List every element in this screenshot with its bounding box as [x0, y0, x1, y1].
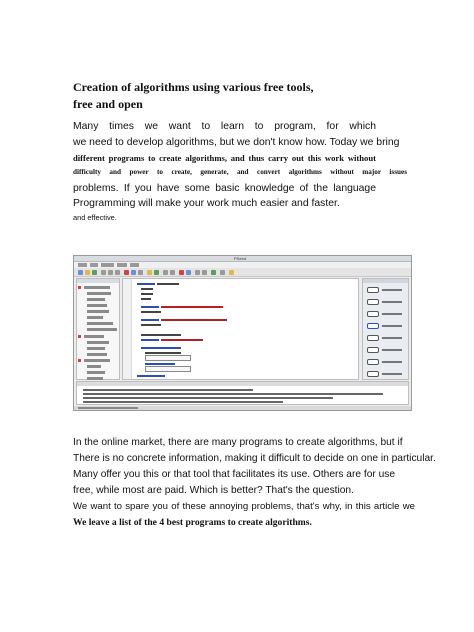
intro-line-7: and effective. — [73, 213, 117, 222]
body-line-6: We leave a list of the 4 best programs to create algorithms. — [73, 517, 312, 528]
screenshot-toolbar — [74, 268, 411, 277]
body-line-1: In the online market, there are many programs to create algorithms, but if — [73, 437, 403, 448]
body-line-3: Many offer you this or that tool that facilitates its use. Others are for use — [73, 469, 396, 480]
screenshot-statusbar — [74, 406, 411, 410]
body-line-5: We want to spare you of these annoying problems, that's why, in this article we — [73, 501, 415, 512]
intro-line-4-wrap — [73, 168, 407, 176]
screenshot-window-title: PSeInt — [234, 256, 247, 261]
screenshot-command-panel — [76, 278, 120, 380]
intro-line-2: we need to develop algorithms, but we don't know how. Today we bring — [73, 137, 400, 148]
app-screenshot — [73, 255, 412, 411]
body-line-2: There is no concrete information, making it difficult to decide on one in particular. — [73, 453, 436, 464]
intro-line-6: Programming will make your work much easier and faster. — [73, 198, 340, 209]
document-title-line-1: Creation of algorithms using various free tools, — [73, 80, 314, 94]
body-line-4: free, while most are paid. Which is better? That's the question. — [73, 485, 354, 496]
screenshot-help-panel — [76, 381, 409, 405]
intro-line-3: different programs to create algorithms, and thus carry out this work without — [73, 153, 376, 163]
intro-line-4: difficulty and power to create, generate, and convert algorithms without major issues — [73, 168, 407, 176]
intro-line-5-wrap — [73, 183, 376, 194]
intro-line-1-wrap — [73, 121, 376, 132]
intro-line-3-wrap — [73, 153, 376, 163]
screenshot-code-editor — [122, 278, 359, 380]
intro-line-5: problems. If you have some basic knowledge of the language — [73, 183, 376, 194]
body-line-5-wrap — [73, 501, 415, 512]
intro-line-1: Many times we want to learn to program, for which — [73, 121, 376, 132]
screenshot-commands-sidebar — [362, 278, 409, 380]
document-title-line-2: free and open — [73, 97, 143, 111]
